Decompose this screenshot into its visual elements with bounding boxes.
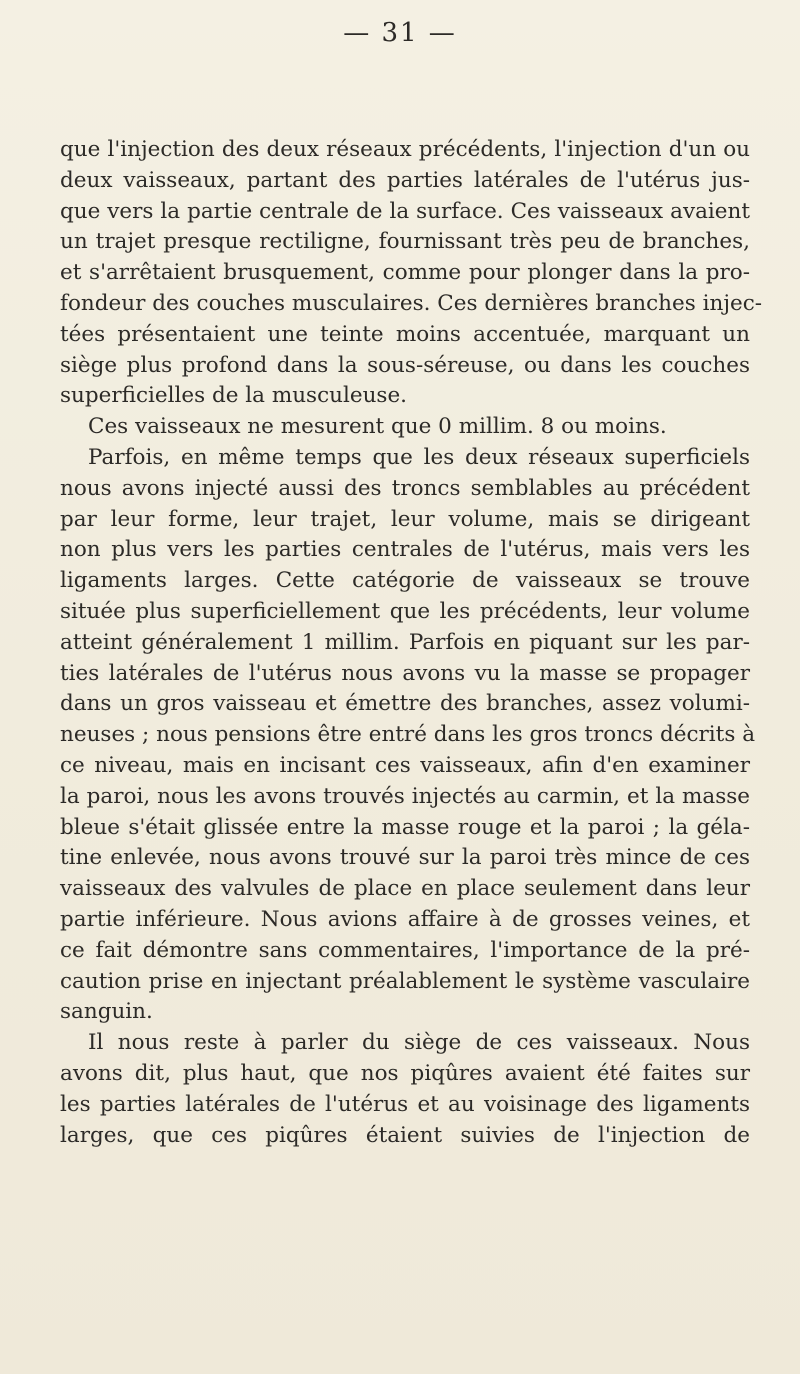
text-line: un trajet presque rectiligne, fournissant très peu de branches, <box>60 229 750 255</box>
text-line: les parties latérales de l'utérus et au voisinage des ligaments <box>60 1091 750 1117</box>
text-line: la paroi, nous les avons trouvés injectés au carmin, et la masse <box>60 783 750 809</box>
text-line: deux vaisseaux, partant des parties latérales de l'utérus jus- <box>60 167 750 193</box>
text-line: superficielles de la musculeuse. <box>60 383 408 409</box>
text-line: ce fait démontre sans commentaires, l'importance de la pré- <box>60 937 750 963</box>
text-line: larges, que ces piqûres étaient suivies de l'injection de <box>60 1122 750 1148</box>
body-text <box>60 135 763 1151</box>
text-line: ligaments larges. Cette catégorie de vaisseaux se trouve <box>60 568 750 594</box>
text-line: Ces vaisseaux ne mesurent que 0 millim. 8 ou moins. <box>88 414 667 440</box>
text-line: vaisseaux des valvules de place en place seulement dans leur <box>60 876 750 902</box>
text-line: et s'arrêtaient brusquement, comme pour plonger dans la pro- <box>60 260 750 286</box>
text-line: que l'injection des deux réseaux précédents, l'injection d'un ou <box>60 137 750 162</box>
text-line: située plus superficiellement que les précédents, leur volume <box>60 598 750 624</box>
text-line: fondeur des couches musculaires. Ces dernières branches injec- <box>60 290 763 316</box>
text-line: Parfois, en même temps que les deux réseaux superficiels <box>88 444 750 470</box>
text-line: Il nous reste à parler du siège de ces vaisseaux. Nous <box>88 1030 750 1056</box>
text-line: que vers la partie centrale de la surface. Ces vaisseaux avaient <box>60 198 750 224</box>
text-line: non plus vers les parties centrales de l'utérus, mais vers les <box>60 537 750 563</box>
text-line: neuses ; nous pensions être entré dans les gros troncs décrits à <box>60 722 756 748</box>
text-line: caution prise en injectant préalablement le système vasculaire <box>60 968 750 994</box>
text-line: ties latérales de l'utérus nous avons vu la masse se propager <box>60 660 750 686</box>
text-line: bleue s'était glissée entre la masse rouge et la paroi ; la géla- <box>60 814 750 840</box>
text-line: nous avons injecté aussi des troncs semblables au précédent <box>60 475 750 501</box>
text-line: siège plus profond dans la sous-séreuse, ou dans les couches <box>60 352 750 378</box>
text-line: dans un gros vaisseau et émettre des branches, assez volumi- <box>60 691 750 717</box>
text-line: avons dit, plus haut, que nos piqûres avaient été faites sur <box>60 1060 750 1086</box>
text-line: ce niveau, mais en incisant ces vaisseaux, afin d'en examiner <box>60 752 750 778</box>
page-number: — 31 — <box>343 18 457 48</box>
text-line: tine enlevée, nous avons trouvé sur la paroi très mince de ces <box>60 845 750 871</box>
text-line: par leur forme, leur trajet, leur volume, mais se dirigeant <box>60 506 750 532</box>
text-line: sanguin. <box>60 999 153 1025</box>
text-line: atteint généralement 1 millim. Parfois en piquant sur les par- <box>60 629 750 655</box>
text-line: partie inférieure. Nous avions affaire à de grosses veines, et <box>60 906 750 932</box>
text-line: tées présentaient une teinte moins accentuée, marquant un <box>60 321 750 347</box>
